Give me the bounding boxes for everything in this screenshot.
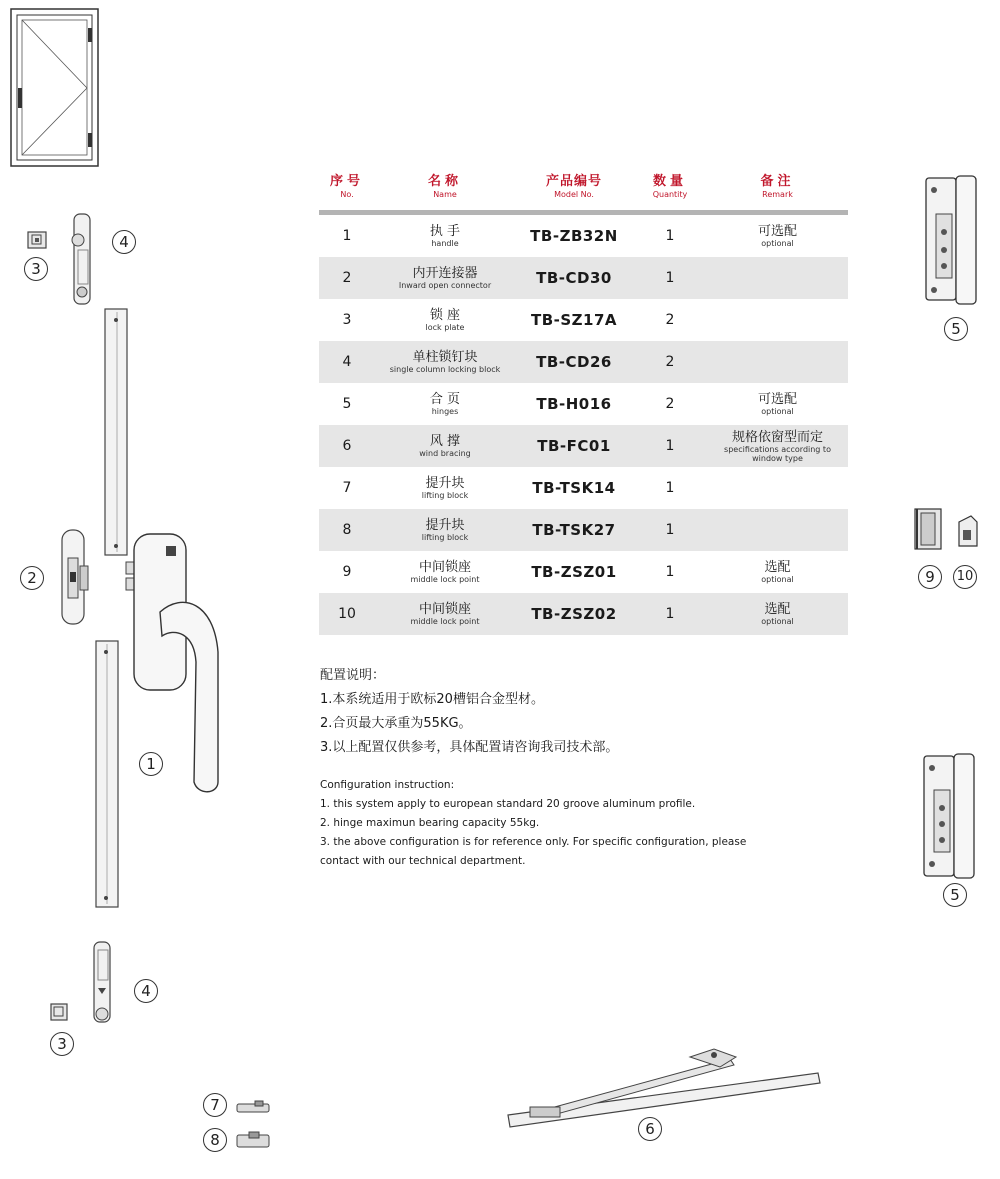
lifting-block-7-icon xyxy=(235,1100,275,1118)
table-header xyxy=(319,174,848,215)
header-model: 产品编号 Model No. xyxy=(545,174,602,199)
window-opening-diagram xyxy=(10,8,100,168)
callout-5-bottom: 5 xyxy=(943,883,967,907)
callout-7: 7 xyxy=(203,1093,227,1117)
callout-4-top: 4 xyxy=(112,230,136,254)
callout-4-bottom: 4 xyxy=(134,979,158,1003)
parts-table xyxy=(319,174,848,635)
wind-bracing-icon xyxy=(500,1045,830,1135)
lower-transmission-rod xyxy=(95,640,121,910)
callout-3-bottom: 3 xyxy=(50,1032,74,1056)
inward-open-connector-icon xyxy=(56,528,92,628)
lifting-block-8-icon xyxy=(235,1131,275,1151)
config-en-line: contact with our technical department. xyxy=(320,855,526,867)
upper-transmission-rod xyxy=(104,308,130,558)
table-row: 3 锁 座 lock plate TB-SZ17A 2 xyxy=(342,308,675,332)
table-row: 10 中间锁座 middle lock point TB-ZSZ02 1 选配 optional xyxy=(319,593,848,635)
locking-block-bottom-icon xyxy=(90,940,120,1030)
header-remark: 备注 Remark xyxy=(760,174,795,199)
lock-plate-icon xyxy=(27,231,49,251)
header-no: 序号 No. xyxy=(329,174,364,199)
callout-5-top: 5 xyxy=(944,317,968,341)
table-row: 9 中间锁座 middle lock point TB-ZSZ01 1 选配 optional xyxy=(342,560,794,584)
middle-lock-point-10-icon xyxy=(955,514,981,550)
config-cn-title: 配置说明： xyxy=(320,668,386,683)
config-notes-en xyxy=(320,776,746,871)
config-en-line: 3. the above configuration is for reference only. For specific configuration, please xyxy=(320,836,747,848)
table-row: 6 风 撑 wind bracing TB-FC01 1 规格依窗型而定 specifications according to window type xyxy=(319,425,848,467)
table-row: 8 提升块 lifting block TB-TSK27 1 xyxy=(319,509,848,551)
header-quantity: 数量 Quantity xyxy=(652,174,688,199)
header-name: 名称 Name xyxy=(427,174,462,199)
config-en-line: 1. this system apply to european standard 20 groove aluminum profile. xyxy=(320,798,696,810)
hinge-top-icon xyxy=(922,174,986,306)
hinge-bottom-icon xyxy=(920,752,984,882)
callout-8: 8 xyxy=(203,1128,227,1152)
table-row: 5 合 页 hinges TB-H016 2 可选配 optional xyxy=(342,392,797,416)
config-en-line: 2. hinge maximun bearing capacity 55kg. xyxy=(320,817,540,829)
table-row: 7 提升块 lifting block TB-TSK14 1 xyxy=(342,476,675,500)
callout-10: 10 xyxy=(953,565,977,589)
callout-2: 2 xyxy=(20,566,44,590)
config-cn-line: 2.合页最大承重为55KG。 xyxy=(320,716,472,731)
locking-block-icon xyxy=(68,210,96,310)
config-cn-line: 1.本系统适用于欧标20槽铝合金型材。 xyxy=(320,692,544,707)
callout-3-top: 3 xyxy=(24,257,48,281)
callout-9: 9 xyxy=(918,565,942,589)
config-en-title: Configuration instruction: xyxy=(320,779,455,791)
callout-1: 1 xyxy=(139,752,163,776)
table-row: 2 内开连接器 Inward open connector TB-CD30 1 xyxy=(319,257,848,299)
config-notes-cn xyxy=(320,664,618,760)
table-row: 1 执 手 handle TB-ZB32N 1 可选配 optional xyxy=(342,224,797,248)
config-cn-line: 3.以上配置仅供参考，具体配置请咨询我司技术部。 xyxy=(320,740,619,755)
callout-6: 6 xyxy=(638,1117,662,1141)
lock-plate-bottom-icon xyxy=(50,1003,72,1023)
table-row: 4 单柱锁钉块 single column locking block TB-CD26 2 xyxy=(319,341,848,383)
middle-lock-point-9-icon xyxy=(913,507,947,553)
